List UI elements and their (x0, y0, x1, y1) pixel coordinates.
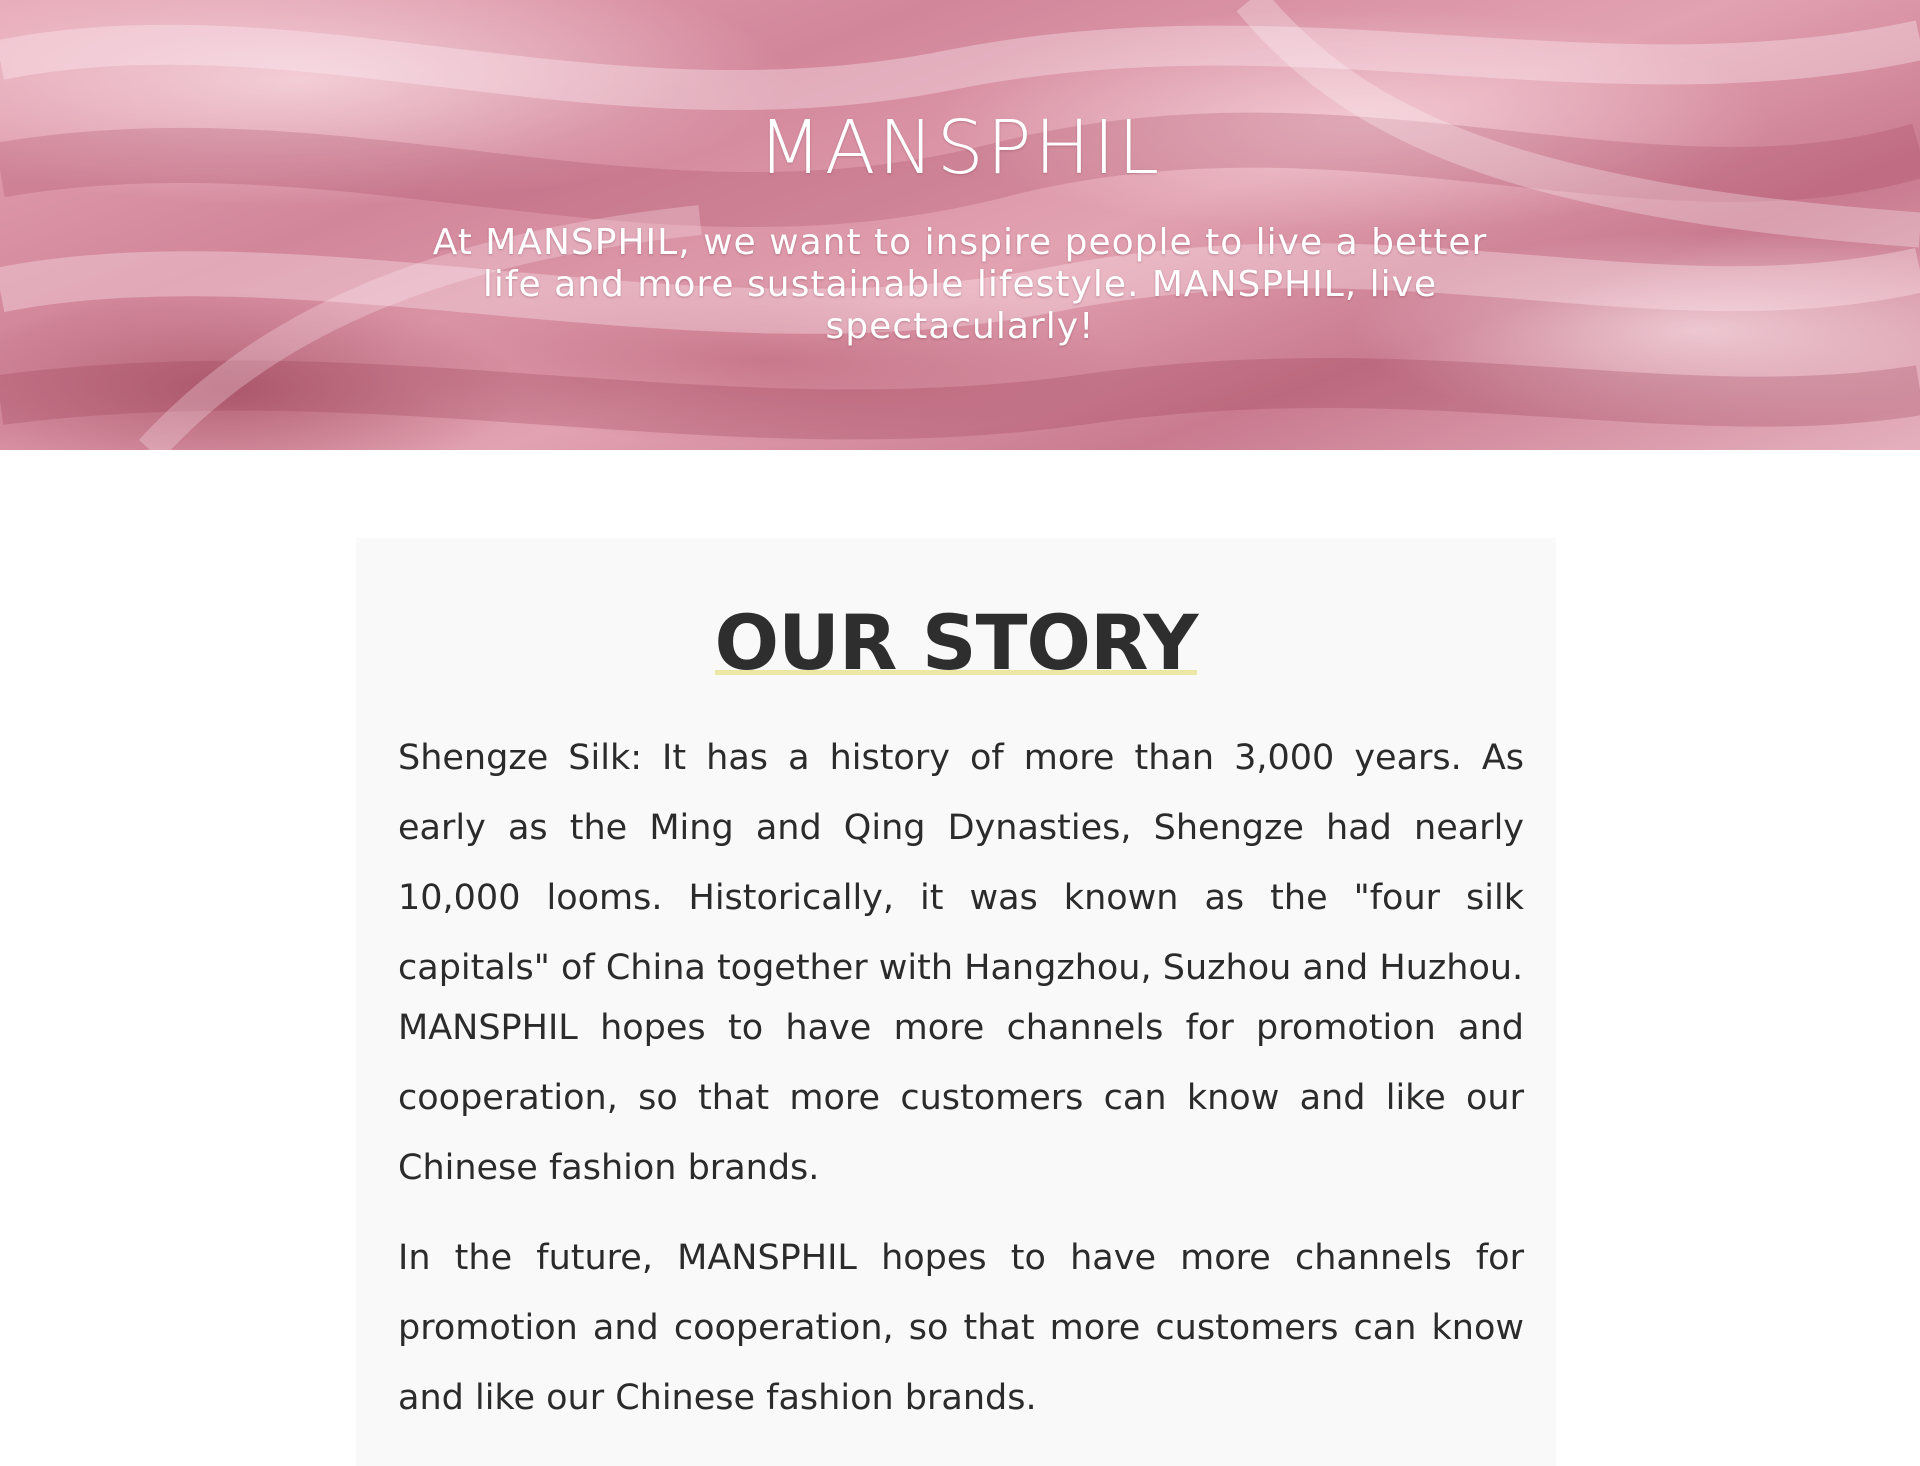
section-title (356, 598, 1556, 687)
our-story-section (356, 538, 1556, 1466)
story-paragraph-channels: MANSPHIL hopes to have more channels for promotion and cooperation, so that more customers can know and like our Chinese fashion brands. (398, 1008, 1524, 1188)
story-paragraph-history: Shengze Silk: It has a history of more than 3,000 years. As early as the Ming and Qing Dynasties, Shengze had nearly 10,000 looms. Historically, it was known as the "four silk capitals" of China together with Hangzhou, Suzhou and Huzhou. (398, 738, 1524, 988)
brand-title: MANSPHIL (757, 105, 1163, 191)
story-paragraph-future: In the future, MANSPHIL hopes to have more channels for promotion and cooperation, so that more customers can know and like our Chinese fashion brands. (398, 1238, 1524, 1418)
section-title-text: OUR STORY (714, 598, 1198, 687)
section-title-wrapper (711, 598, 1202, 687)
brand-tagline: At MANSPHIL, we want to inspire people to live a better life and more sustainable lifestyle. MANSPHIL, live spectacularly! (432, 222, 1488, 347)
hero-banner (0, 0, 1920, 450)
